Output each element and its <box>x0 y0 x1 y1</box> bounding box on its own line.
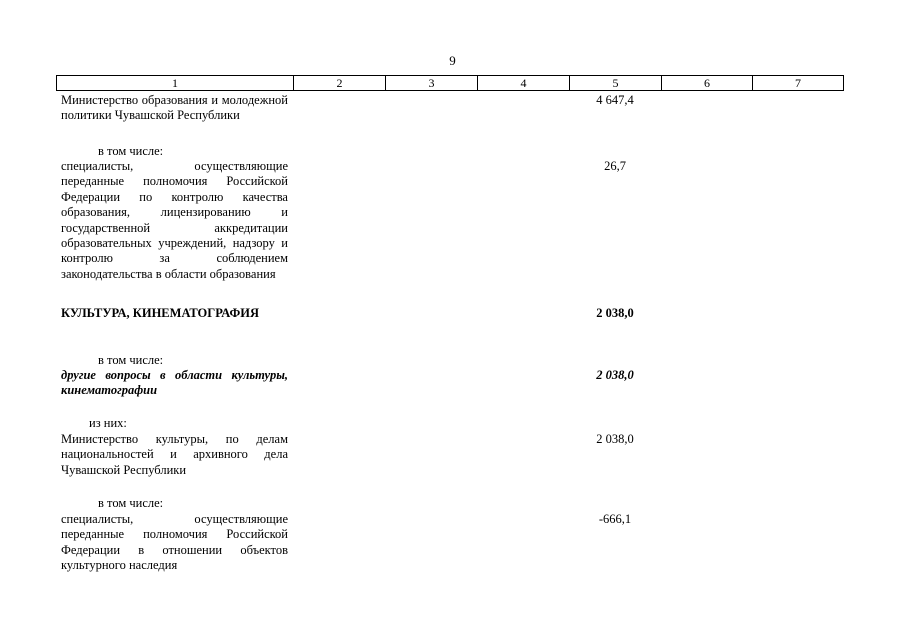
column-header-1: 1 <box>57 76 294 91</box>
column-header-7: 7 <box>753 76 844 91</box>
column-header-6: 6 <box>662 76 753 91</box>
row-ministry-education-value: 4 647,4 <box>596 93 634 107</box>
row-specialists-culture-value: -666,1 <box>598 512 632 526</box>
row-including-label: в том числе: <box>98 353 164 367</box>
column-header-row <box>57 76 844 91</box>
row-of-them-label: из них: <box>89 416 127 430</box>
column-header-4: 4 <box>478 76 570 91</box>
row-other-culture-label: другие вопросы в области культуры, кинематографии <box>61 368 288 398</box>
row-other-culture-value: 2 038,0 <box>596 368 634 382</box>
section-culture-label: КУЛЬТУРА, КИНЕМАТОГРАФИЯ <box>61 306 259 320</box>
column-header-3: 3 <box>386 76 478 91</box>
column-header-2: 2 <box>294 76 386 91</box>
section-culture-value: 2 038,0 <box>596 306 634 320</box>
column-header-5: 5 <box>570 76 662 91</box>
row-specialists-education-label: специалисты, осуществляющие переданные полномочия Российской Федерации по контролю качества образования, лицензированию и государственной аккредитации образовательных учреждений, надзору и контролю за соблюдением законодательства в области образования <box>61 159 288 281</box>
row-specialists-education-value: 26,7 <box>604 159 626 173</box>
row-including-label: в том числе: <box>98 144 164 158</box>
row-ministry-education-label: Министерство образования и молодежной политики Чувашской Республики <box>61 93 288 123</box>
row-specialists-culture-label: специалисты, осуществляющие переданные полномочия Российской Федерации в отношении объектов культурного наследия <box>61 512 288 573</box>
column-header-table <box>56 75 844 91</box>
row-ministry-culture-value: 2 038,0 <box>596 432 634 446</box>
row-ministry-culture-label: Министерство культуры, по делам национальностей и архивного дела Чувашской Республики <box>61 432 288 477</box>
page-number: 9 <box>449 53 456 68</box>
row-including-label: в том числе: <box>98 496 164 510</box>
